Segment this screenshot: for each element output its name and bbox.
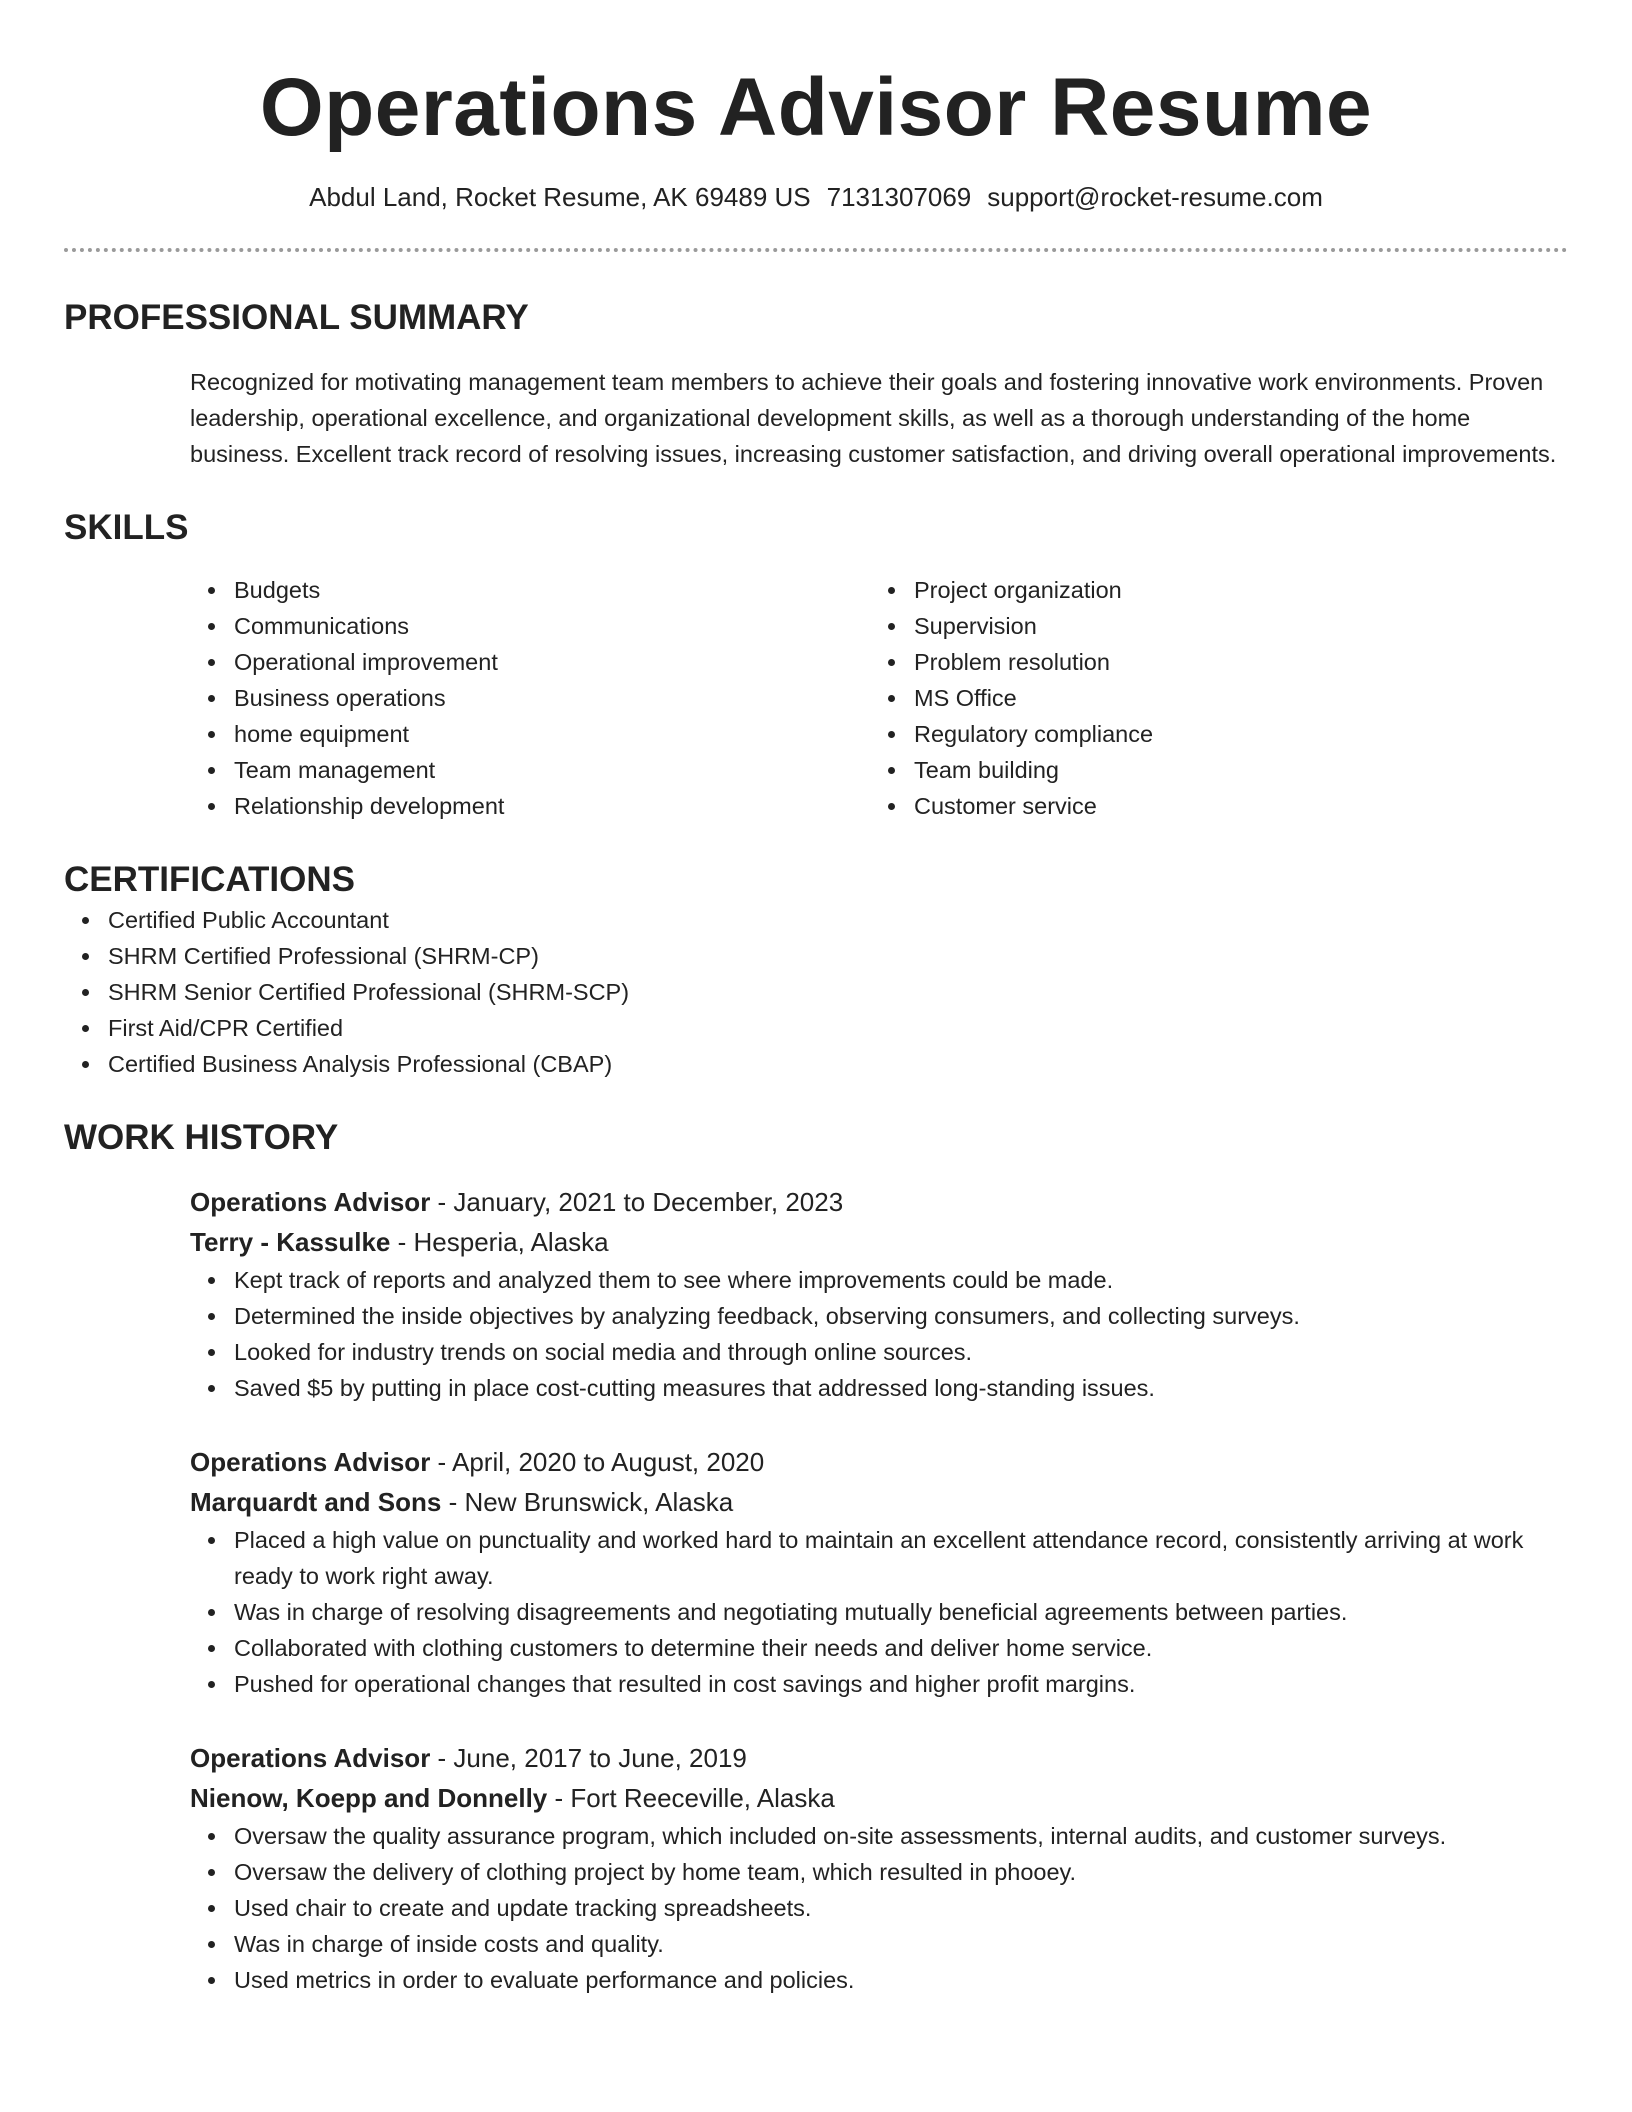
job-duty: Used metrics in order to evaluate performance and policies. xyxy=(190,1962,1568,1998)
job-company-line xyxy=(190,1222,1568,1262)
contact-address: Abdul Land, Rocket Resume, AK 69489 US xyxy=(309,182,811,212)
job-entry xyxy=(190,1442,1568,1702)
certification-item: SHRM Certified Professional (SHRM-CP) xyxy=(64,938,1568,974)
header-divider xyxy=(64,248,1568,252)
job-duties-list xyxy=(190,1522,1568,1702)
job-title-line xyxy=(190,1442,1568,1482)
job-entry xyxy=(190,1738,1568,1998)
resume-title: Operations Advisor Resume xyxy=(259,62,1373,153)
job-role: Operations Advisor xyxy=(190,1743,431,1773)
summary-heading: PROFESSIONAL SUMMARY xyxy=(64,298,529,337)
skill-item: Relationship development xyxy=(190,788,870,824)
certification-item: Certified Public Accountant xyxy=(64,902,1568,938)
job-duty: Was in charge of inside costs and quality. xyxy=(190,1926,1568,1962)
job-duties-list xyxy=(190,1262,1568,1406)
job-company: Marquardt and Sons xyxy=(190,1487,442,1517)
job-company-line xyxy=(190,1778,1568,1818)
job-duty: Was in charge of resolving disagreements and negotiating mutually beneficial agreements between parties. xyxy=(190,1594,1568,1630)
job-duty: Placed a high value on punctuality and worked hard to maintain an excellent attendance record, consistently arriving at work ready to work right away. xyxy=(190,1522,1568,1594)
job-role: Operations Advisor xyxy=(190,1447,431,1477)
skill-item: Customer service xyxy=(870,788,1550,824)
job-dates: - January, 2021 to December, 2023 xyxy=(430,1187,844,1217)
contact-line xyxy=(64,180,1568,214)
job-duty: Pushed for operational changes that resulted in cost savings and higher profit margins. xyxy=(190,1666,1568,1702)
job-duty: Saved $5 by putting in place cost-cutting measures that addressed long-standing issues. xyxy=(190,1370,1568,1406)
skills-list-left xyxy=(190,572,870,824)
job-company: Nienow, Koepp and Donnelly xyxy=(190,1783,548,1813)
certifications-heading: CERTIFICATIONS xyxy=(64,860,356,899)
skills-list-right xyxy=(870,572,1550,824)
skill-item: home equipment xyxy=(190,716,870,752)
skill-item: Team building xyxy=(870,752,1550,788)
job-location: - Hesperia, Alaska xyxy=(390,1227,609,1257)
job-company: Terry - Kassulke xyxy=(190,1227,391,1257)
certification-item: SHRM Senior Certified Professional (SHRM-SCP) xyxy=(64,974,1568,1010)
job-duty: Collaborated with clothing customers to determine their needs and deliver home service. xyxy=(190,1630,1568,1666)
job-company-line xyxy=(190,1482,1568,1522)
skill-item: Budgets xyxy=(190,572,870,608)
certification-item: Certified Business Analysis Professional (CBAP) xyxy=(64,1046,1568,1082)
job-duties-list xyxy=(190,1818,1568,1998)
skill-item: Regulatory compliance xyxy=(870,716,1550,752)
job-duty: Oversaw the delivery of clothing project by home team, which resulted in phooey. xyxy=(190,1854,1568,1890)
contact-phone: 7131307069 xyxy=(826,182,972,212)
skill-item: Business operations xyxy=(190,680,870,716)
certification-item: First Aid/CPR Certified xyxy=(64,1010,1568,1046)
skills-grid xyxy=(190,572,1568,824)
job-dates: - June, 2017 to June, 2019 xyxy=(430,1743,747,1773)
job-entry xyxy=(190,1182,1568,1406)
job-location: - Fort Reeceville, Alaska xyxy=(547,1783,835,1813)
job-role: Operations Advisor xyxy=(190,1187,431,1217)
summary-text: Recognized for motivating management team members to achieve their goals and fostering innovative work environments. Proven leadership, operational excellence, and organizational development skills, as well as a thorough understanding of the home business. Excellent track record of resolving issues, increasing customer satisfaction, and driving overall operational improvements. xyxy=(190,369,1557,467)
job-duty: Oversaw the quality assurance program, which included on-site assessments, internal audits, and customer surveys. xyxy=(190,1818,1568,1854)
skill-item: Problem resolution xyxy=(870,644,1550,680)
job-duty: Used chair to create and update tracking spreadsheets. xyxy=(190,1890,1568,1926)
job-dates: - April, 2020 to August, 2020 xyxy=(430,1447,765,1477)
job-duty: Kept track of reports and analyzed them to see where improvements could be made. xyxy=(190,1262,1568,1298)
job-title-line xyxy=(190,1182,1568,1222)
job-title-line xyxy=(190,1738,1568,1778)
contact-email: support@rocket-resume.com xyxy=(987,182,1323,212)
skill-item: Communications xyxy=(190,608,870,644)
skill-item: MS Office xyxy=(870,680,1550,716)
job-duty: Determined the inside objectives by analyzing feedback, observing consumers, and collecting surveys. xyxy=(190,1298,1568,1334)
skills-heading: SKILLS xyxy=(64,508,189,547)
skill-item: Team management xyxy=(190,752,870,788)
job-duty: Looked for industry trends on social media and through online sources. xyxy=(190,1334,1568,1370)
skill-item: Operational improvement xyxy=(190,644,870,680)
skill-item: Project organization xyxy=(870,572,1550,608)
job-location: - New Brunswick, Alaska xyxy=(441,1487,734,1517)
certifications-list xyxy=(64,902,1568,1082)
work-history-heading: WORK HISTORY xyxy=(64,1118,339,1157)
skill-item: Supervision xyxy=(870,608,1550,644)
